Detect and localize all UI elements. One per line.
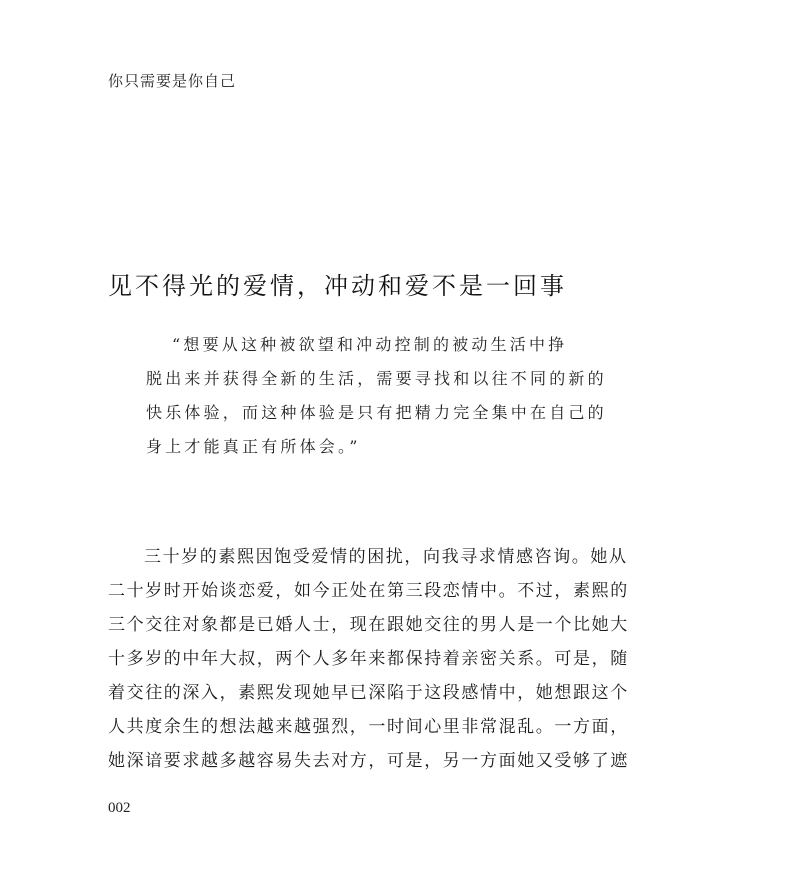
body-line: 二十岁时开始谈恋爱，如今正处在第三段恋情中。不过，素熙的 bbox=[108, 581, 629, 601]
chapter-title: 见不得光的爱情，冲动和爱不是一回事 bbox=[108, 272, 567, 300]
epigraph-line: 快乐体验，而这种体验是只有把精力完全集中在自己的 bbox=[146, 403, 607, 422]
epigraph-quote bbox=[146, 328, 646, 464]
body-line: 她深谙要求越多越容易失去对方，可是，另一方面她又受够了遮 bbox=[108, 751, 629, 771]
epigraph-line: 脱出来并获得全新的生活，需要寻找和以往不同的新的 bbox=[146, 369, 607, 388]
running-header: 你只需要是你自己 bbox=[108, 72, 237, 90]
body-line: 人共度余生的想法越来越强烈，一时间心里非常混乱。一方面， bbox=[108, 717, 629, 737]
body-line: 着交往的深入，素熙发现她早已深陷于这段感情中，她想跟这个 bbox=[108, 683, 629, 703]
epigraph-line: “想要从这种被欲望和冲动控制的被动生活中挣 bbox=[172, 335, 568, 354]
body-line: 三个交往对象都是已婚人士，现在跟她交往的男人是一个比她大 bbox=[108, 615, 629, 635]
page-number: 002 bbox=[108, 800, 131, 816]
epigraph-line: 身上才能真正有所体会。” bbox=[146, 437, 361, 456]
body-line: 三十岁的素熙因饱受爱情的困扰，向我寻求情感咨询。她从 bbox=[144, 547, 628, 567]
body-paragraph bbox=[108, 540, 688, 778]
body-line: 十多岁的中年大叔，两个人多年来都保持着亲密关系。可是，随 bbox=[108, 649, 629, 669]
